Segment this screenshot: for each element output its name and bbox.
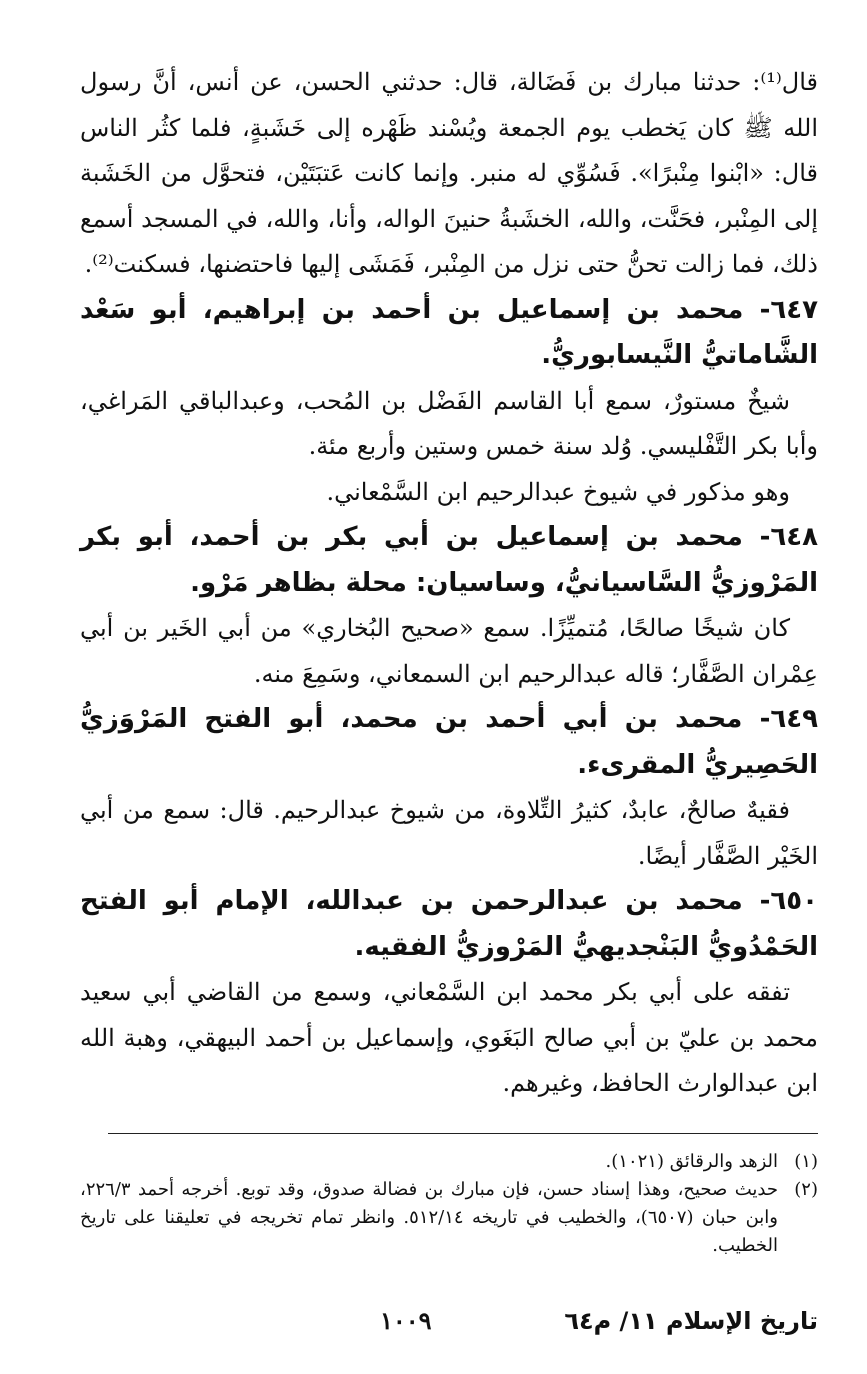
- biography-entry-650: [80, 879, 818, 1107]
- entry-text: شيخٌ مستورٌ، سمع أبا القاسم الفَضْل بن المُحب، وعبدالباقي المَراغي، وأبا بكر التَّفْليسي. وُلد سنة خمس وستين وأربع مئة.: [80, 386, 818, 460]
- intro-paragraph: قال⁽¹⁾: حدثنا مبارك بن فَضَالة، قال: حدثني الحسن، عن أنس، أنَّ رسول الله ﷺ كان يَخطب يوم الجمعة ويُسْند ظَهْره إلى خَشَبةٍ، فلما كثُر الناس قال: «ابْنوا مِنْبرًا». فَسُوِّي له منبر. وإنما كانت عَتبَتَيْن، فتحوَّل من الخَشَبة إلى المِنْبر، فحَنَّت، والله، الخشَبةُ حنينَ الواله، وأنا، والله، في المسجد أسمع ذلك، فما زالت تحنُّ حتى نزل من المِنْبر، فَمَشَى إليها فاحتضنها، فسكنت⁽²⁾.: [80, 68, 818, 278]
- entry-heading: ٦٤٧- محمد بن إسماعيل بن أحمد بن إبراهيم، أبو سَعْد الشَّاماتيُّ النَّيسابوريُّ.: [80, 294, 818, 370]
- footnote-text: الزهد والرقائق (١٠٢١).: [605, 1150, 778, 1172]
- entry-heading: ٦٤٩- محمد بن أبي أحمد بن محمد، أبو الفتح المَرْوَزيُّ الحَصِيريُّ المقرىء.: [80, 704, 818, 780]
- footnotes: [80, 1148, 818, 1260]
- biography-entry-648: [80, 515, 818, 697]
- footnote-divider: [108, 1133, 818, 1134]
- footnote: [80, 1176, 818, 1260]
- entry-text: كان شيخًا صالحًا، مُتميِّزًا. سمع «صحيح البُخاري» من أبي الخَير بن أبي عِمْران الصَّفَّار؛ قاله عبدالرحيم ابن السمعاني، وسَمِعَ منه.: [80, 614, 818, 688]
- biography-entry-649: [80, 697, 818, 879]
- entry-text: تفقه على أبي بكر محمد ابن السَّمْعاني، وسمع من القاضي أبي سعيد محمد بن عليّ بن أبي صالح البَغَوي، وإسماعيل بن أحمد البيهقي، وهبة الله ابن عبدالوارث الحافظ، وغيرهم.: [80, 978, 818, 1097]
- footnote: [80, 1148, 818, 1176]
- footnote-number: (١): [794, 1150, 818, 1172]
- entry-text: فقيهٌ صالحٌ، عابدٌ، كثيرُ التِّلاوة، من شيوخ عبدالرحيم. قال: سمع من أبي الخَيْر الصَّفَّار أيضًا.: [80, 796, 818, 870]
- page-footer: [80, 1306, 818, 1335]
- entry-heading: ٦٥٠- محمد بن عبدالرحمن بن عبدالله، الإمام أبو الفتح الحَمْدُويُّ البَنْجديهيُّ المَرْوزيُّ الفقيه.: [80, 886, 818, 962]
- page-body: [80, 60, 818, 1260]
- footnote-number: (٢): [794, 1178, 818, 1200]
- entry-text: وهو مذكور في شيوخ عبدالرحيم ابن السَّمْعاني.: [326, 477, 790, 506]
- biography-entry-647: [80, 288, 818, 516]
- book-signature: تاريخ الإسلام ١١/ م٦٤: [564, 1307, 818, 1335]
- page-number: ١٠٠٩: [380, 1306, 432, 1335]
- footnote-text: حديث صحيح، وهذا إسناد حسن، فإن مبارك بن فضالة صدوق، وقد توبع. أخرجه أحمد ٢٢٦/٣، وابن حبان (٦٥٠٧)، والخطيب في تاريخه ٥١٢/١٤. وانظر تمام تخريجه في تعليقنا على تاريخ الخطيب.: [80, 1178, 779, 1256]
- entry-heading: ٦٤٨- محمد بن إسماعيل بن أبي بكر بن أحمد، أبو بكر المَرْوزيُّ السَّاسيانيُّ، وساسيان: محلة بظاهر مَرْو.: [80, 522, 818, 598]
